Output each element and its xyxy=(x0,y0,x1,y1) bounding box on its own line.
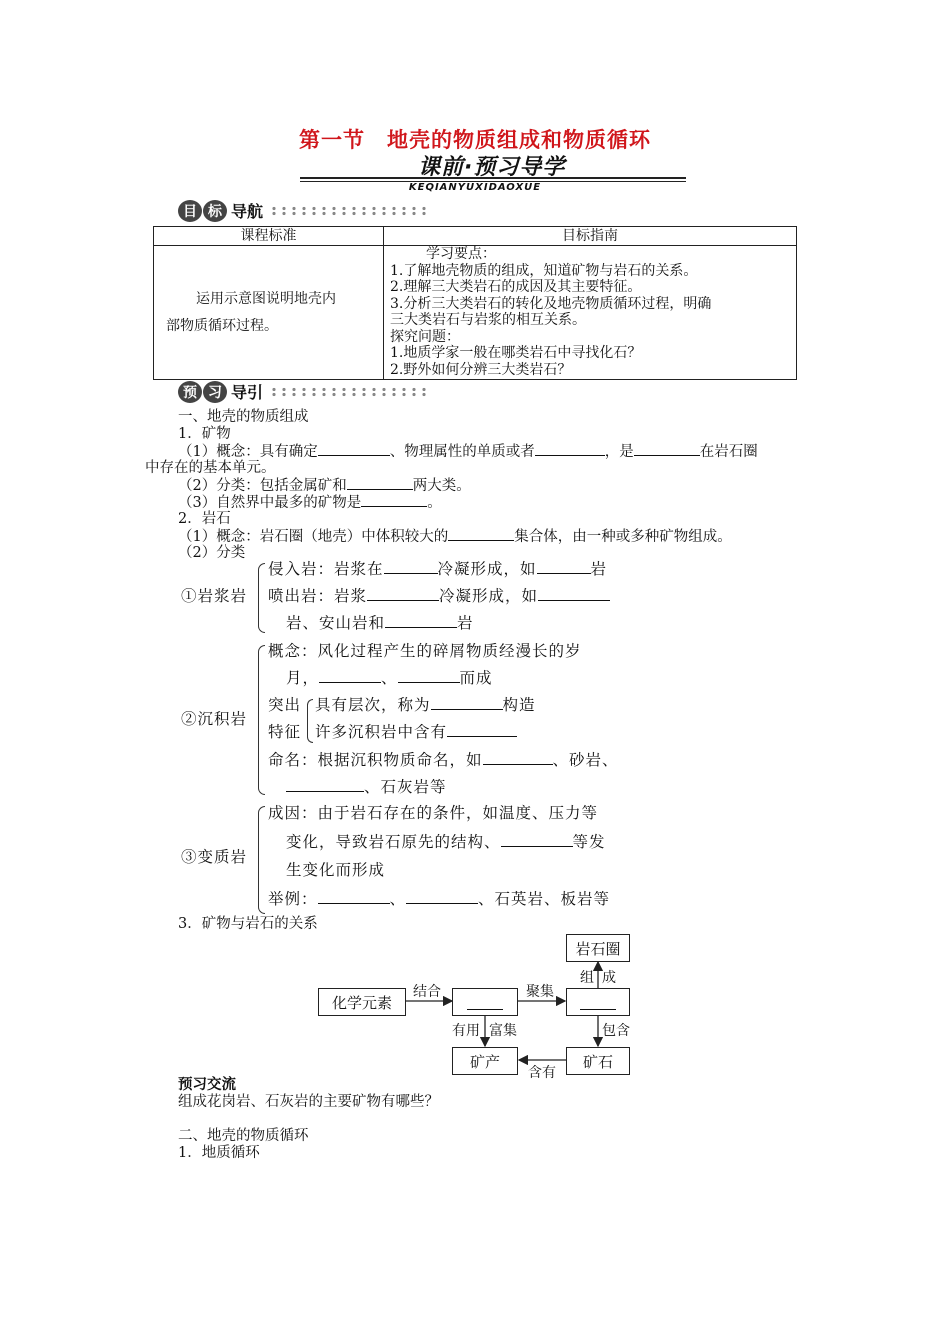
text: （1）概念：具有确定 xyxy=(178,444,318,460)
sub-heading: 1．地质循环 xyxy=(178,1145,260,1161)
text: 。 xyxy=(427,495,442,511)
igneous-label: ①岩浆岩 xyxy=(181,587,248,605)
text: 冷凝形成，如 xyxy=(439,587,539,605)
blank[interactable] xyxy=(467,997,503,1010)
text: 变化，导致岩石原先的结构、 xyxy=(286,833,501,851)
metamorphic-label: ③变质岩 xyxy=(181,848,248,866)
text: 命名：根据沉积物质命名，如 xyxy=(268,751,483,769)
guide-line: 1.地质学家一般在哪类岩石中寻找化石？ xyxy=(390,345,642,361)
guide-line: 2.理解三大类岩石的成因及其主要特征。 xyxy=(390,279,642,295)
text: 举例： xyxy=(268,890,318,908)
text-line: 中存在的基本单元。 xyxy=(145,460,276,476)
sub-heading: 3．矿物与岩石的关系 xyxy=(178,916,318,932)
text: 、石英岩、板岩等 xyxy=(478,890,611,908)
text: 岩 xyxy=(457,614,474,632)
exchange-question: 组成花岗岩、石灰岩的主要矿物有哪些？ xyxy=(178,1094,439,1110)
text: 构造 xyxy=(502,696,536,714)
text: 而成 xyxy=(459,669,493,687)
text-line: 特征 xyxy=(268,723,302,741)
text-line: 概念：风化过程产生的碎屑物质经漫长的岁 xyxy=(268,642,582,660)
label-compose-2: 成 xyxy=(602,970,616,986)
text: （1）概念：岩石圈（地壳）中体积较大的 xyxy=(178,529,449,545)
text: 冷凝形成，如 xyxy=(437,560,537,578)
badge-char: 习 xyxy=(203,381,227,403)
label-gather: 聚集 xyxy=(526,984,554,1000)
box-mineral-blank[interactable] xyxy=(452,988,518,1016)
guide-line: 1.了解地壳物质的组成，知道矿物与岩石的关系。 xyxy=(390,262,698,279)
text: ，是 xyxy=(604,444,634,460)
box-ore-deposit: 矿产 xyxy=(452,1047,518,1075)
text: 两大类。 xyxy=(412,478,471,494)
section-label: 导航 xyxy=(231,202,264,221)
text: 许多沉积岩中含有 xyxy=(315,723,448,741)
label-compose-1: 组 xyxy=(580,970,594,986)
text: 岩、安山岩和 xyxy=(286,614,386,632)
text: 、砂岩、 xyxy=(552,751,619,769)
text: 侵入岩：岩浆在 xyxy=(268,560,384,578)
table-header-standard: 课程标准 xyxy=(154,227,384,246)
text: 等发 xyxy=(572,833,606,851)
guide-line: 探究问题： xyxy=(390,328,460,345)
label-useful: 有用 xyxy=(452,1023,480,1039)
badge-char: 标 xyxy=(203,200,227,222)
label-have: 含有 xyxy=(528,1065,556,1081)
text-line: （2）分类 xyxy=(178,545,246,561)
sub-heading: 1．矿物 xyxy=(178,426,231,442)
badge-char: 目 xyxy=(178,200,202,222)
banner-title: 课前·预习导学 xyxy=(418,155,566,180)
sedimentary-label: ②沉积岩 xyxy=(181,710,248,728)
standard-line: 部物质循环过程。 xyxy=(166,317,278,334)
blank[interactable] xyxy=(580,997,616,1010)
banner-subtitle: KEQIANYUXIDAOXUE xyxy=(408,182,542,193)
box-chemical-elements: 化学元素 xyxy=(318,988,406,1016)
section-label: 导引 xyxy=(231,383,264,402)
text: 具有层次，称为 xyxy=(315,696,431,714)
text-line: 突出 xyxy=(268,696,302,714)
text: （3）自然界中最多的矿物是 xyxy=(178,495,362,511)
badge-char: 预 xyxy=(178,381,202,403)
text: 在岩石圈 xyxy=(699,444,758,460)
section-heading: 二、地壳的物质循环 xyxy=(178,1128,309,1144)
text: （2）分类：包括金属矿和 xyxy=(178,478,347,494)
page-title: 第一节 地壳的物质组成和物质循环 xyxy=(299,128,651,152)
text-line: 生变化而形成 xyxy=(286,861,386,879)
guide-line: 学习要点： xyxy=(426,246,496,262)
table-header-guide: 目标指南 xyxy=(384,227,797,246)
exchange-title: 预习交流 xyxy=(178,1077,236,1093)
guide-line: 3.分析三大类岩石的转化及地壳物质循环过程，明确 xyxy=(390,295,712,312)
box-rock-circle: 岩石圈 xyxy=(566,934,630,962)
guide-line: 2.野外如何分辨三大类岩石？ xyxy=(390,361,572,378)
standard-line: 运用示意图说明地壳内 xyxy=(196,290,336,307)
text: 、石灰岩等 xyxy=(364,778,447,796)
text: 月， xyxy=(286,669,320,687)
label-enrich: 富集 xyxy=(489,1023,517,1039)
label-combine: 结合 xyxy=(413,984,441,1000)
text: 岩 xyxy=(590,560,608,578)
text: 集合体，由一种或多种矿物组成。 xyxy=(514,529,732,545)
text-line: 成因：由于岩石存在的条件，如温度、压力等 xyxy=(268,804,599,822)
box-ore-rock: 矿石 xyxy=(566,1047,630,1075)
guide-line: 三大类岩石与岩浆的相互关系。 xyxy=(390,312,586,328)
label-contain: 包含 xyxy=(602,1023,630,1039)
text: 、 xyxy=(389,890,407,908)
text: 、 xyxy=(381,669,398,687)
box-rock-blank[interactable] xyxy=(566,988,630,1016)
sub-heading: 2．岩石 xyxy=(178,511,231,527)
section-heading: 一、地壳的物质组成 xyxy=(178,409,309,425)
text: 喷出岩：岩浆 xyxy=(268,587,368,605)
text: 、物理属性的单质或者 xyxy=(389,444,535,460)
